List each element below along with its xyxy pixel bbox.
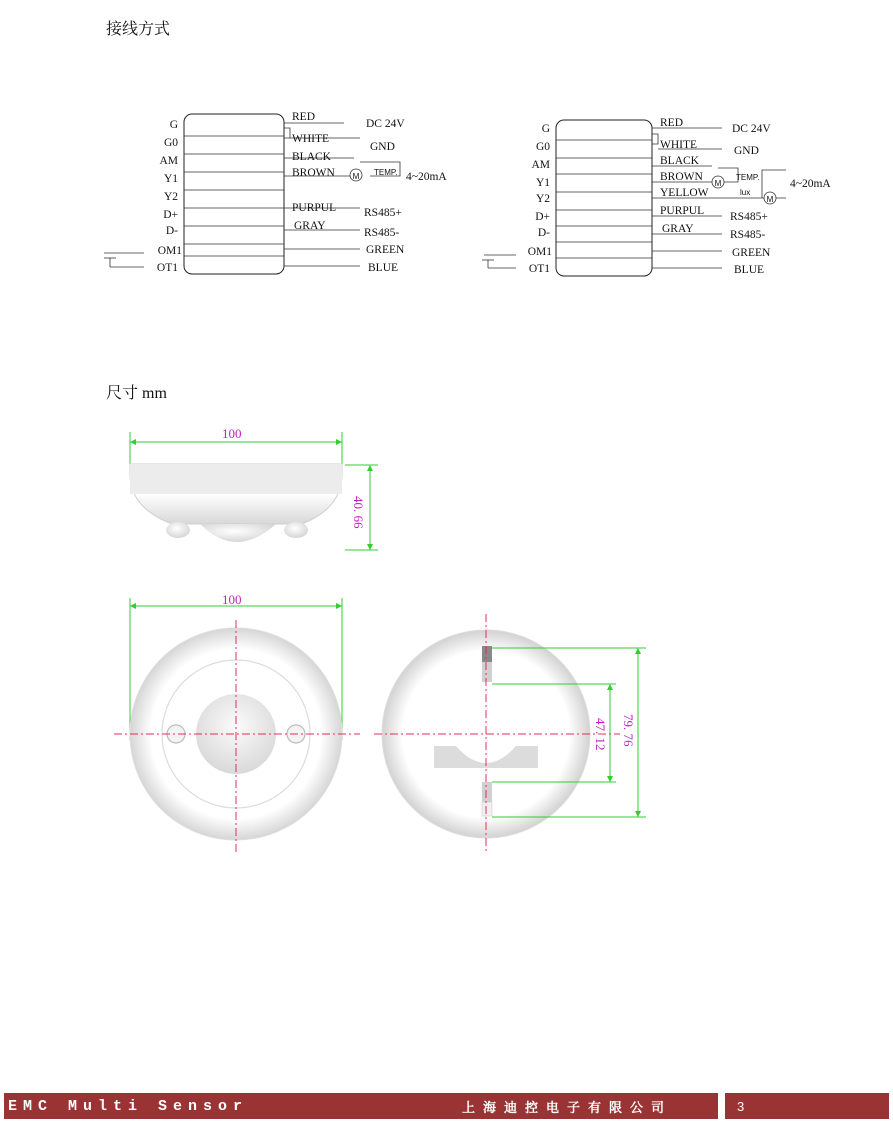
wire-label: YELLOW — [660, 187, 709, 199]
wire-label: GRAY — [294, 220, 326, 232]
back-view-drawing — [370, 610, 660, 860]
meter-label: TEMP. — [736, 173, 760, 182]
wire-label: BROWN — [660, 171, 703, 183]
wire-label: BROWN — [292, 167, 335, 179]
dimension-inner: 47. 12 — [593, 718, 608, 751]
wire-label: GRAY — [662, 223, 694, 235]
footer-company: 上海迪控电子有限公司 — [462, 1100, 673, 1116]
terminal-label: OM1 — [157, 245, 182, 257]
output-label: 4~20mA — [406, 171, 447, 183]
terminal-label: D+ — [163, 209, 178, 221]
footer-bar — [4, 1093, 718, 1119]
meter-label: lux — [740, 188, 751, 197]
meter-label: TEMP. — [374, 168, 398, 177]
wiring-diagram-left — [100, 108, 470, 283]
footer-title: EMC Multi Sensor — [8, 1097, 249, 1115]
terminal-label: Y2 — [163, 191, 178, 203]
terminal-label: D+ — [535, 211, 550, 223]
output-label: RS485- — [364, 227, 400, 239]
wire-label: WHITE — [292, 133, 330, 145]
dimension-width: 100 — [222, 592, 242, 607]
terminal-label: D- — [537, 227, 550, 239]
terminal-label: G0 — [535, 141, 550, 153]
output-label: BLUE — [368, 262, 399, 274]
terminal-label: AM — [159, 155, 178, 167]
dimension-section-title: 尺寸 mm — [106, 385, 167, 402]
output-label: RS485+ — [730, 211, 768, 223]
wire-label: BLACK — [292, 151, 331, 163]
terminal-label: G — [541, 123, 550, 135]
output-label: RS485- — [730, 229, 766, 241]
terminal-label: OT1 — [156, 262, 178, 274]
terminal-label: Y1 — [535, 177, 550, 189]
dimension-width: 100 — [222, 426, 242, 441]
svg-text:M: M — [766, 195, 774, 204]
terminal-label: OT1 — [528, 263, 550, 275]
terminal-label: OM1 — [527, 246, 552, 258]
footer-page-box — [725, 1093, 889, 1119]
wire-label: PURPUL — [292, 202, 337, 214]
dimension-height: 40. 66 — [351, 496, 366, 529]
terminal-label: Y2 — [535, 193, 550, 205]
page-number: 3 — [737, 1098, 745, 1114]
wire-label: WHITE — [660, 139, 698, 151]
output-label: RS485+ — [364, 207, 402, 219]
terminal-label: G0 — [163, 137, 178, 149]
dimension-outer: 79. 76 — [621, 714, 636, 747]
wiring-section-title: 接线方式 — [106, 21, 171, 38]
wire-label: GREEN — [732, 247, 771, 259]
svg-text:M: M — [352, 172, 360, 181]
terminal-label: G — [169, 119, 178, 131]
wiring-diagram-right — [474, 112, 854, 282]
wire-label: BLUE — [734, 264, 765, 276]
output-label: 4~20mA — [790, 178, 831, 190]
output-label: GND — [370, 141, 395, 153]
output-label: DC 24V — [732, 123, 771, 135]
top-view-drawing — [110, 590, 370, 860]
wire-label: BLACK — [660, 155, 699, 167]
svg-text:M: M — [714, 179, 722, 188]
side-view-drawing — [120, 420, 390, 560]
wire-label: RED — [292, 111, 315, 123]
output-label: DC 24V — [366, 118, 405, 130]
output-label: GND — [734, 145, 759, 157]
wire-label: PURPUL — [660, 205, 705, 217]
terminal-label: D- — [165, 225, 178, 237]
terminal-label: Y1 — [163, 173, 178, 185]
terminal-label: AM — [531, 159, 550, 171]
wire-label: RED — [660, 117, 683, 129]
output-label: GREEN — [366, 244, 405, 256]
